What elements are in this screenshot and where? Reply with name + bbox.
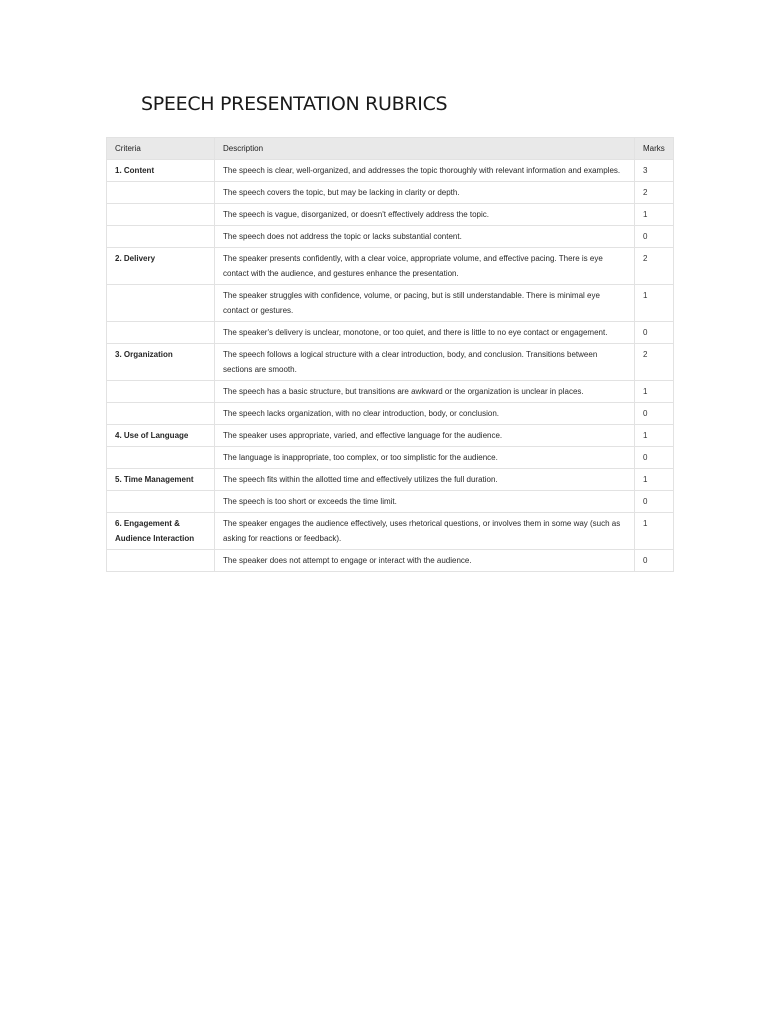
marks-cell: 2 [635,248,674,285]
criteria-cell [107,322,215,344]
description-column-header: Description [215,138,635,160]
marks-cell: 2 [635,344,674,381]
description-cell: The speaker engages the audience effectively, uses rhetorical questions, or involves them in some way (such as asking for reactions or feedback). [215,513,635,550]
criteria-cell: 1. Content [107,160,215,182]
table-row [107,182,674,204]
table-row [107,160,674,182]
description-cell: The speech is too short or exceeds the time limit. [215,491,635,513]
table-row [107,285,674,322]
table-row [107,322,674,344]
table-row [107,513,674,550]
marks-cell: 1 [635,425,674,447]
criteria-cell [107,550,215,572]
description-cell: The speaker does not attempt to engage or interact with the audience. [215,550,635,572]
marks-cell: 3 [635,160,674,182]
marks-cell: 2 [635,182,674,204]
criteria-cell: 2. Delivery [107,248,215,285]
marks-cell: 0 [635,447,674,469]
criteria-cell [107,403,215,425]
marks-cell: 1 [635,204,674,226]
table-row [107,491,674,513]
table-row [107,447,674,469]
marks-cell: 1 [635,469,674,491]
criteria-cell: 5. Time Management [107,469,215,491]
rubric-table [106,137,674,572]
marks-cell: 1 [635,285,674,322]
table-row [107,469,674,491]
marks-cell: 1 [635,513,674,550]
marks-cell: 0 [635,403,674,425]
table-row [107,226,674,248]
marks-cell: 0 [635,322,674,344]
criteria-cell [107,204,215,226]
table-row [107,425,674,447]
criteria-cell [107,381,215,403]
description-cell: The speaker struggles with confidence, volume, or pacing, but is still understandable. There is minimal eye contact or gestures. [215,285,635,322]
description-cell: The speech has a basic structure, but transitions are awkward or the organization is unclear in places. [215,381,635,403]
criteria-cell: 4. Use of Language [107,425,215,447]
marks-cell: 0 [635,226,674,248]
criteria-cell: 6. Engagement & Audience Interaction [107,513,215,550]
criteria-cell [107,491,215,513]
description-cell: The speech does not address the topic or lacks substantial content. [215,226,635,248]
marks-cell: 1 [635,381,674,403]
description-cell: The speech is vague, disorganized, or doesn't effectively address the topic. [215,204,635,226]
table-row [107,344,674,381]
description-cell: The speaker's delivery is unclear, monotone, or too quiet, and there is little to no eye contact or engagement. [215,322,635,344]
description-cell: The speech is clear, well-organized, and addresses the topic thoroughly with relevant information and examples. [215,160,635,182]
table-row [107,204,674,226]
criteria-cell [107,447,215,469]
description-cell: The speech lacks organization, with no clear introduction, body, or conclusion. [215,403,635,425]
description-cell: The language is inappropriate, too complex, or too simplistic for the audience. [215,447,635,469]
table-row [107,403,674,425]
description-cell: The speaker uses appropriate, varied, and effective language for the audience. [215,425,635,447]
marks-cell: 0 [635,550,674,572]
criteria-cell [107,182,215,204]
criteria-cell: 3. Organization [107,344,215,381]
criteria-cell [107,226,215,248]
table-row [107,248,674,285]
description-cell: The speech follows a logical structure with a clear introduction, body, and conclusion. Transitions between sections are smooth. [215,344,635,381]
table-row [107,381,674,403]
table-cutoff [106,677,568,689]
description-cell: The speaker presents confidently, with a clear voice, appropriate volume, and effective pacing. There is eye contact with the audience, and gestures enhance the presentation. [215,248,635,285]
criteria-column-header: Criteria [107,138,215,160]
description-cell: The speech fits within the allotted time and effectively utilizes the full duration. [215,469,635,491]
table-row [107,550,674,572]
table-header-row [107,138,674,160]
description-cell: The speech covers the topic, but may be lacking in clarity or depth. [215,182,635,204]
criteria-cell [107,285,215,322]
marks-cell: 0 [635,491,674,513]
page-title: SPEECH PRESENTATION RUBRICS [141,93,448,115]
marks-column-header: Marks [635,138,674,160]
